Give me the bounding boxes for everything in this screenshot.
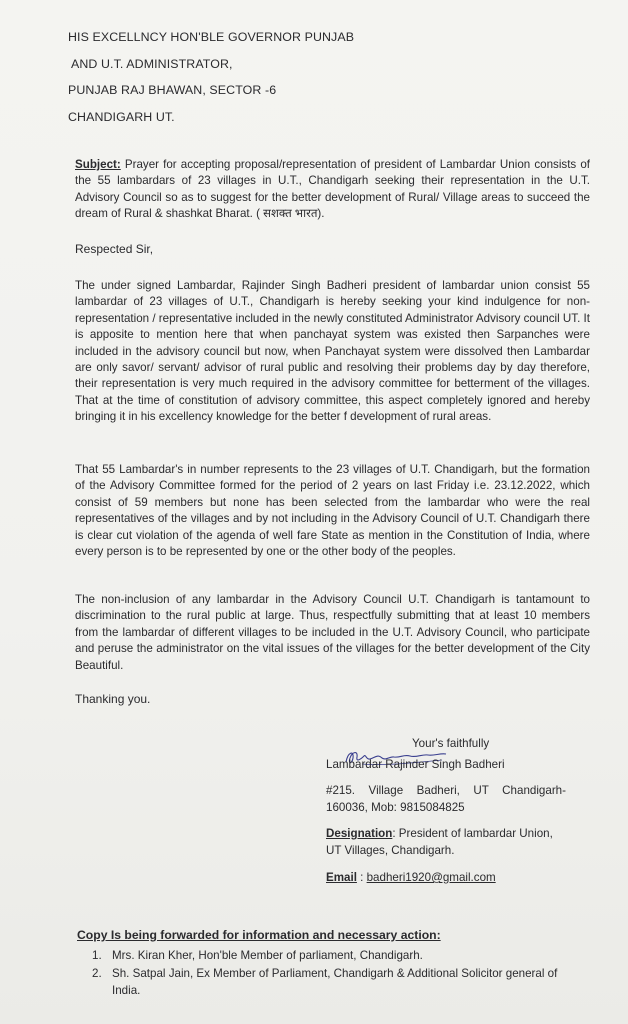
subject-text: Prayer for accepting proposal/representation of president of Lambardar Union consists of the 55 lambardars of 23 villages in U.T., Chandigarh seeking their representation in the U.T. Advisory Council so as to suggest for the better development of Rural/ Village areas to succeed the dream of Rural & shashkat Bharat. ( सशक्त भारत). bbox=[75, 158, 590, 221]
address-line: HIS EXCELLNCY HON'BLE GOVERNOR PUNJAB bbox=[68, 30, 355, 44]
address-line: CHANDIGARH UT. bbox=[68, 109, 175, 124]
list-number: 2. bbox=[92, 967, 102, 981]
closing-text: Thanking you. bbox=[75, 692, 151, 706]
list-text: Sh. Satpal Jain, Ex Member of Parliament, Chandigarh & Additional Solicitor general of India. bbox=[112, 967, 558, 997]
email-line bbox=[326, 870, 566, 887]
copy-list bbox=[92, 948, 574, 999]
yours-faithfully: Your's faithfully bbox=[412, 737, 490, 750]
list-item bbox=[92, 966, 574, 999]
address-line: PUNJAB RAJ BHAWAN, SECTOR -6 bbox=[68, 83, 277, 97]
recipient-address bbox=[68, 24, 354, 130]
salutation: Respected Sir, bbox=[75, 242, 154, 256]
subject-paragraph bbox=[75, 157, 590, 223]
list-text: Mrs. Kiran Kher, Hon'ble Member of parliament, Chandigarh. bbox=[112, 949, 423, 962]
designation bbox=[326, 826, 566, 859]
email-label: Email bbox=[326, 871, 357, 884]
list-number: 1. bbox=[92, 949, 102, 962]
body-paragraph-3: The non-inclusion of any lambardar in the Advisory Council U.T. Chandigarh is tantamount to discrimination to the rural public at large. Thus, respectfully submitting that at least 10 members from the lambardar of different villages to be included in the U.T. Advisory Council, who participate and peruse the administrator on the vital issues of the villages for the better development of the City Beautiful. bbox=[75, 593, 590, 672]
list-item bbox=[92, 948, 574, 964]
copy-heading: Copy Is being forwarded for information and necessary action: bbox=[77, 928, 441, 942]
email-link[interactable]: badheri1920@gmail.com bbox=[366, 871, 496, 884]
body-paragraph-1: The under signed Lambardar, Rajinder Singh Badheri president of lambardar union consist 55 lambardar of 23 villages of U.T., Chandigarh is hereby seeking your kind indulgence for non-representation / representative included in the newly constituted Administrator Advisory council UT. It is apposite to mention here that when panchayat system was existed then Sarpanches were included in the advisory council but now, when Panchayat system were dissolved then Lambardar are only savor/ servant/ advisor of rural public and resolving their problems day by day therefore, their representation is very much required in the advisory committee for betterment of the villages. That at the time of constitution of advisory committee, this aspect completely ignored and hereby bringing it in his excellency knowledge for the better f development of rural areas. bbox=[75, 279, 590, 424]
designation-text: : President of lambardar Union, UT Villages, Chandigarh. bbox=[326, 827, 553, 857]
designation-label: Designation bbox=[326, 827, 393, 840]
email-separator: : bbox=[356, 871, 367, 884]
address-line: AND U.T. ADMINISTRATOR, bbox=[71, 56, 233, 71]
subject-label: Subject: bbox=[75, 158, 121, 171]
signatory-address: #215. Village Badheri, UT Chandigarh-160036, Mob: 9815084825 bbox=[326, 784, 566, 814]
signatory-name: Lambardar Rajinder Singh Badheri bbox=[326, 758, 505, 771]
body-paragraph-2: That 55 Lambardar's in number represents to the 23 villages of U.T. Chandigarh, but the formation of the Advisory Committee formed for the period of 2 years on last Friday i.e. 23.12.2022, which consist of 59 members but none has been selected from the lambardar who were the real representatives of the villages and by not including in the Advisory Council of U.T. Chandigarh there is clear cut violation of the agenda of well fare State as mention in the Constitution of India, where every person is to be represented by one or the other body of the peoples. bbox=[75, 463, 590, 559]
